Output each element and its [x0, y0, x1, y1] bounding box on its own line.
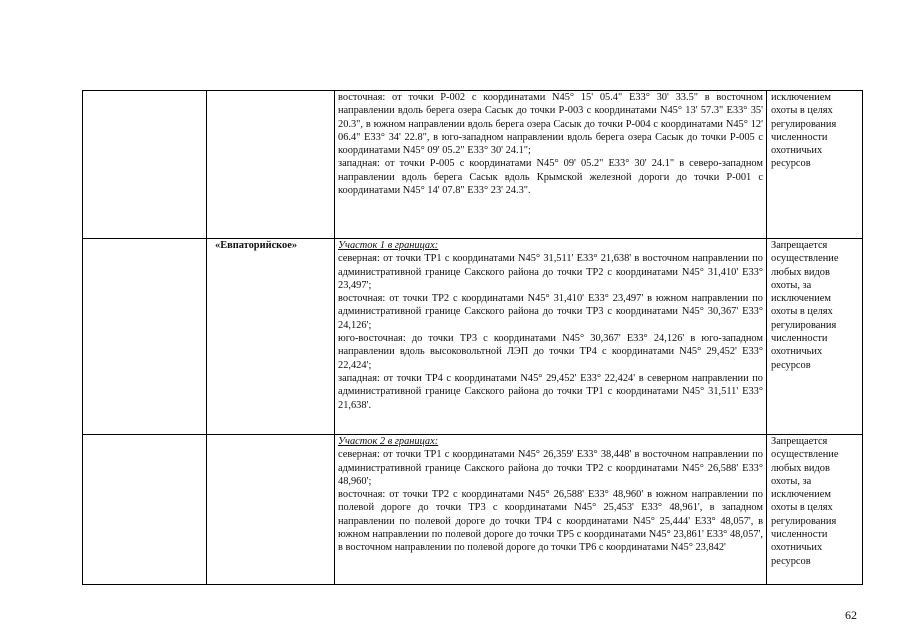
- restriction-text: осуществление: [771, 449, 839, 461]
- section-subheading: Участок 2 в границах:: [338, 436, 439, 447]
- hunting-ground-name: [207, 435, 335, 585]
- restriction-cell: [767, 239, 863, 435]
- table-row: [83, 435, 863, 585]
- boundary-text: северная: от точки ТР1 с координатами N45° 31,511' E33° 21,638' в восточном направлении по административной границе Сакского района до точки ТР2 с координатами N45° 31,410' E33° 23,497';: [338, 253, 763, 291]
- restriction-text: исключением: [771, 489, 831, 501]
- restriction-text: Запрещается: [771, 240, 828, 251]
- restriction-text: исключением: [771, 92, 831, 103]
- boundary-text: восточная: от точки ТР2 с координатами N45° 31,410' E33° 23,497' в южном направлении по административной границе Сакского района до точки ТР3 с координатами N45° 30,367' E33° 24,126';: [338, 293, 763, 331]
- boundary-text: западная: от точки ТР4 с координатами N45° 29,452' E33° 22,424' в северном направлении по административной границе Сакского района до точки ТР1 с координатами N45° 31,511' E33° 21,638'.: [338, 372, 763, 411]
- hunting-ground-name: «Евпаторийское»: [207, 239, 335, 435]
- hunting-grounds-table: [82, 90, 863, 585]
- restriction-text: ресурсов: [771, 359, 811, 371]
- table-row: [83, 91, 863, 239]
- table-row: [83, 239, 863, 435]
- restriction-text: охоты, за: [771, 475, 812, 487]
- boundary-text: восточная: от точки Р-002 с координатами N45° 15' 05.4" E33° 30' 33.5" в восточном направлении вдоль берега озера Сасык до точки Р-003 с координатами N45° 13' 57.3" E33° 35' 20.3", в южном направлении вдоль берега озера Сасык до точки Р-004 с координатами N45° 12' 06.4" E33° 34' 22.8", в юго-западном направлении вдоль берега озера Сасык до точки Р-005 с координатами N45° 09' 05.2" E33° 30' 24.1";: [338, 92, 763, 157]
- restriction-text: численности: [771, 131, 828, 143]
- section-subheading: Участок 1 в границах:: [338, 240, 439, 251]
- restriction-text: численности: [771, 333, 828, 345]
- boundary-description: [335, 239, 767, 435]
- empty-cell: [83, 239, 207, 435]
- restriction-cell: [767, 435, 863, 585]
- boundary-description: [335, 435, 767, 585]
- restriction-text: любых видов: [771, 266, 830, 278]
- hunting-ground-name: [207, 91, 335, 239]
- boundary-description: [335, 91, 767, 239]
- restriction-text: Запрещается: [771, 436, 828, 447]
- restriction-text: охоты в целях: [771, 105, 833, 117]
- restriction-text: исключением: [771, 293, 831, 305]
- restriction-text: регулирования: [771, 319, 837, 331]
- boundary-text: западная: от точки Р-005 с координатами N45° 09' 05.2" E33° 30' 24.1" в северо-западном направлении вдоль берега Сасык вдоль Крымской железной дороги до точки Р-001 с координатами N45° 14' 07.8" E33° 23' 24.3".: [338, 158, 763, 197]
- restriction-text: охоты, за: [771, 279, 812, 291]
- boundary-text: северная: от точки ТР1 с координатами N45° 26,359' E33° 38,448' в восточном направлении по административной границе Сакского района до точки ТР2 с координатами N45° 26,588' E33° 48,960';: [338, 449, 763, 487]
- restriction-text: численности: [771, 529, 828, 541]
- restriction-text: охоты в целях: [771, 502, 833, 514]
- empty-cell: [83, 435, 207, 585]
- restriction-text: охоты в целях: [771, 306, 833, 318]
- page-number: 62: [845, 608, 857, 622]
- empty-cell: [83, 91, 207, 239]
- restriction-text: любых видов: [771, 462, 830, 474]
- restriction-text: охотничьих: [771, 145, 823, 157]
- restriction-text: ресурсов: [771, 158, 811, 170]
- restriction-cell: [767, 91, 863, 239]
- restriction-text: осуществление: [771, 253, 839, 265]
- boundary-text: восточная: от точки ТР2 с координатами N45° 26,588' E33° 48,960' в южном направлении по полевой дороге до точки ТР3 с координатами N45° 25,453' E33° 48,961', в западном направлении по полевой дороге до точки ТР4 с координатами N45° 25,444' E33° 48,057', в южном направлении по полевой дороге до точки ТР5 с координатами N45° 23,861' E33° 48,057', в восточном направлении по полевой дороге до точки ТР6 с координатами N45° 23,842': [338, 489, 763, 554]
- restriction-text: регулирования: [771, 118, 837, 130]
- restriction-text: ресурсов: [771, 555, 811, 567]
- restriction-text: охотничьих: [771, 542, 823, 554]
- boundary-text: юго-восточная: до точки ТР3 с координатами N45° 30,367' E33° 24,126' в юго-западном направлении вдоль высоковольтной ЛЭП до точки ТР4 с координатами N45° 29,452' E33° 22,424';: [338, 333, 763, 371]
- restriction-text: регулирования: [771, 515, 837, 527]
- restriction-text: охотничьих: [771, 346, 823, 358]
